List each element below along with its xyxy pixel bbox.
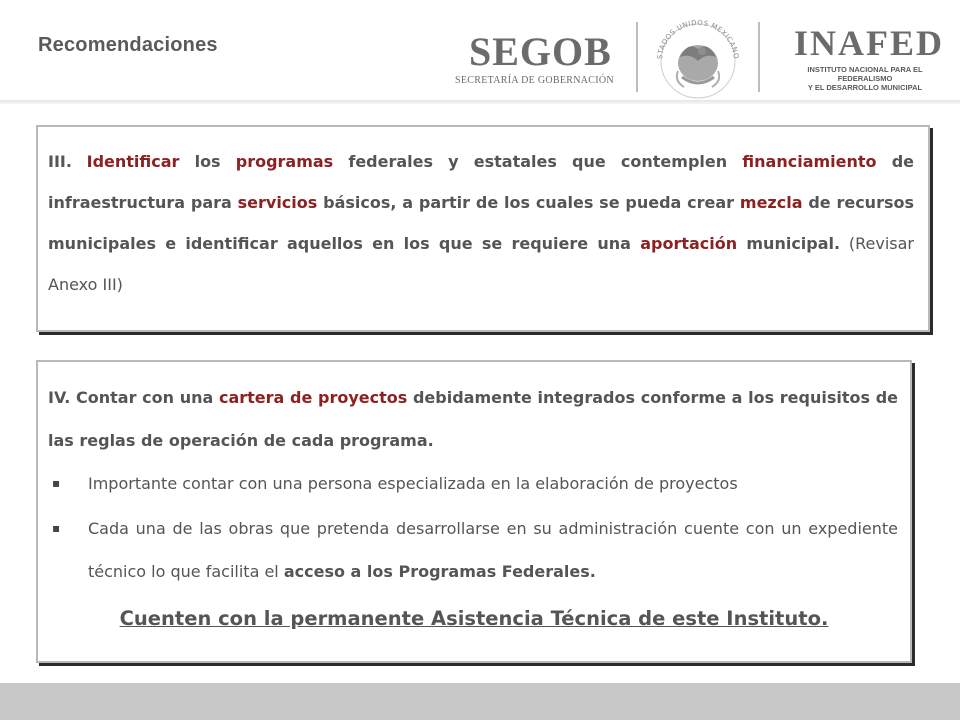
footer-bar bbox=[0, 683, 960, 720]
highlight-word: aportación bbox=[640, 234, 738, 253]
list-item bbox=[48, 507, 898, 593]
highlight-word: financiamiento bbox=[742, 152, 877, 171]
bullet-bold-text: acceso a los Programas Federales. bbox=[283, 562, 596, 581]
inafed-logo bbox=[780, 22, 950, 92]
header-divider bbox=[0, 100, 960, 104]
highlight-word: cartera de proyectos bbox=[218, 388, 408, 407]
bullet-text: Cada una de las obras que pretenda desarrollarse en su administración cuente con un expediente técnico lo que facilita el bbox=[88, 519, 898, 581]
text-run: de infraestructura para bbox=[48, 152, 914, 212]
inafed-wordmark: INAFED bbox=[794, 23, 945, 63]
highlight-word: programas bbox=[235, 152, 334, 171]
closing-statement: Cuenten con la permanente Asistencia Técnica de este Instituto. bbox=[119, 607, 829, 630]
segob-logo bbox=[455, 28, 615, 90]
text-run: básicos, a partir de los cuales se pueda crear bbox=[317, 193, 740, 212]
segob-wordmark: SEGOB bbox=[469, 29, 612, 74]
numeral: III. bbox=[48, 152, 72, 171]
inafed-subtitle bbox=[780, 65, 950, 92]
bullet-list bbox=[48, 462, 898, 595]
text-run: debidamente integrados conforme a los requisitos de las reglas de operación de cada programa. bbox=[48, 388, 898, 450]
logo-divider bbox=[636, 22, 638, 92]
logo-divider bbox=[758, 22, 760, 92]
numeral: IV. bbox=[48, 388, 71, 407]
recommendation-iv-text bbox=[48, 376, 898, 462]
bullet-text: Importante contar con una persona especializada en la elaboración de proyectos bbox=[88, 474, 738, 493]
highlight-word: Identificar bbox=[86, 152, 180, 171]
text-run: los bbox=[179, 152, 236, 171]
inafed-subtitle-line2: Y EL DESARROLLO MUNICIPAL bbox=[807, 83, 923, 92]
header bbox=[0, 0, 960, 100]
recommendation-card-iv bbox=[36, 360, 912, 663]
eagle-seal-icon bbox=[650, 15, 746, 99]
inafed-subtitle-line1: INSTITUTO NACIONAL PARA EL FEDERALISMO bbox=[807, 65, 923, 83]
text-run: Contar con una bbox=[70, 388, 219, 407]
segob-subtitle: SECRETARÍA DE GOBERNACIÓN bbox=[455, 75, 614, 86]
recommendation-card-iii bbox=[36, 125, 930, 332]
recommendation-iii-text bbox=[48, 141, 914, 305]
list-item bbox=[48, 462, 898, 505]
annex-note: (Revisar Anexo III) bbox=[48, 234, 914, 294]
text-run: federales y estatales que contemplen bbox=[333, 152, 743, 171]
text-run: de recursos municipales e identificar aquellos en los que se requiere una bbox=[48, 193, 914, 253]
national-seal bbox=[650, 15, 746, 99]
seal-text: STADOS UNIDOS MEXICANO bbox=[655, 18, 741, 60]
highlight-word: servicios bbox=[237, 193, 318, 212]
text-run: municipal. bbox=[737, 234, 841, 253]
highlight-word: mezcla bbox=[739, 193, 803, 212]
page-title: Recomendaciones bbox=[38, 34, 218, 56]
